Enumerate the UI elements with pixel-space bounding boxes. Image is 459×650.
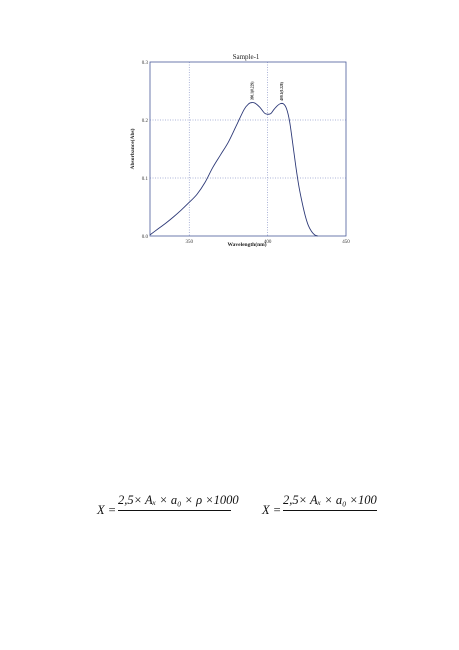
fraction-bar xyxy=(283,510,377,511)
x-tick-label: 350 xyxy=(185,240,193,245)
chart-title: Sample-1 xyxy=(232,53,260,61)
y-tick-label: 0.3 xyxy=(141,60,148,66)
y-tick-label: 0.0 xyxy=(141,234,148,240)
x-axis-label: Wavelength(nm) xyxy=(227,242,267,248)
formula-numerator: 2,5× Aₓ × a₀ × ρ ×1000 xyxy=(118,493,239,507)
formula-lhs: X = xyxy=(262,503,282,517)
formula-percent xyxy=(262,493,392,525)
peak-annotations xyxy=(250,81,284,101)
peak-label: 390.1(0.229) xyxy=(250,81,255,101)
formula-mass-fraction xyxy=(97,493,247,525)
fraction-bar xyxy=(118,510,231,511)
peak-label: 409.1(0.228) xyxy=(280,82,285,101)
x-tick-label: 450 xyxy=(342,240,350,245)
formula-lhs: X = xyxy=(97,503,117,517)
grid-lines xyxy=(150,62,346,236)
y-tick-label: 0.2 xyxy=(141,118,148,124)
formula-numerator: 2,5× Aₓ × a₀ ×100 xyxy=(283,493,377,507)
plot-frame xyxy=(150,62,346,236)
y-tick-label: 0.1 xyxy=(141,176,148,182)
absorbance-line xyxy=(150,103,318,236)
y-axis-label: Absorbance(Abs) xyxy=(130,128,136,170)
x-tick-label: 400 xyxy=(263,240,272,245)
